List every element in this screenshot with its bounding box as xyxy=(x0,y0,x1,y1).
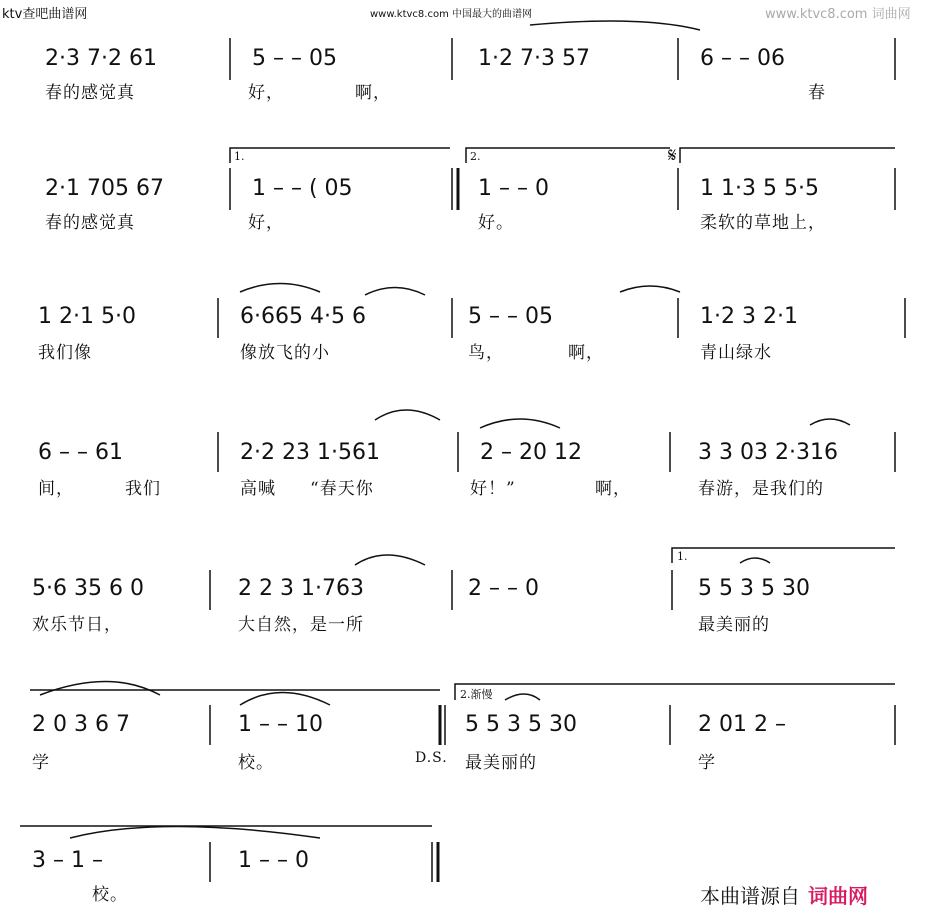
volta-2: 2. xyxy=(470,150,481,163)
row6-lyric1: 学 xyxy=(32,753,50,773)
row4-measure3: 2 – 20 12 xyxy=(480,440,582,465)
row2-lyric3: 好。 xyxy=(478,213,514,233)
row6-measure4: 2 01 2 – xyxy=(698,712,786,737)
row5-lyric2: 大自然，是一所 xyxy=(238,615,364,635)
row3-measure1: 1 2·1 5·0 xyxy=(38,304,136,329)
row6-lyric3: 最美丽的 xyxy=(465,753,537,773)
row1-lyric2: 好， xyxy=(248,83,284,103)
footer-source: 本曲谱源自 xyxy=(700,884,800,908)
footer xyxy=(700,880,868,909)
row4-lyric5: 好！” xyxy=(470,479,516,499)
row3-lyric4: 啊， xyxy=(568,343,604,363)
row2-measure4: 1 1·3 5 5·5 xyxy=(700,176,819,201)
row1-lyric4: 春 xyxy=(808,83,826,103)
header-right-logo: www.ktvc8.com 词曲网 xyxy=(765,7,911,22)
row2-measure3: 1 – – 0 xyxy=(478,176,549,201)
row5-volta-1: 1. xyxy=(677,550,688,563)
row4-lyric4: “春天你 xyxy=(310,479,374,499)
row4-lyric1: 间， xyxy=(38,479,74,499)
row3-lyric1: 我们像 xyxy=(38,343,92,363)
row4-measure1: 6 – – 61 xyxy=(38,440,123,465)
row4-lyric6: 啊， xyxy=(595,479,631,499)
row6-lyric2: 校。 xyxy=(238,753,274,773)
row7-measure1: 3 – 1 – xyxy=(32,848,103,873)
row2-measure1: 2·1 705 67 xyxy=(45,176,164,201)
header-center-url: www.ktvc8.com 中国最大的曲谱网 xyxy=(370,9,533,20)
footer-brand-link[interactable]: 词曲网 xyxy=(808,884,868,908)
row1-measure3: 1·2 7·3 57 xyxy=(478,46,590,71)
row3-measure4: 1·2 3 2·1 xyxy=(700,304,798,329)
row5-lyric1: 欢乐节日， xyxy=(32,615,122,635)
row2-lyric4: 柔软的草地上， xyxy=(700,213,826,233)
row2-lyric1: 春的感觉真 xyxy=(45,213,135,233)
row6-measure2: 1 – – 10 xyxy=(238,712,323,737)
row4-lyric3: 高喊 xyxy=(240,479,276,499)
row3-lyric2: 像放飞的小 xyxy=(240,343,330,363)
row5-measure1: 5·6 35 6 0 xyxy=(32,576,144,601)
row5-measure4: 5 5 3 5 30 xyxy=(698,576,810,601)
row5-measure3: 2 – – 0 xyxy=(468,576,539,601)
row3-measure3: 5 – – 05 xyxy=(468,304,553,329)
row6-measure3: 5 5 3 5 30 xyxy=(465,712,577,737)
row6-measure1: 2 0 3 6 7 xyxy=(32,712,130,737)
row6-ds-mark: D.S. xyxy=(415,750,448,766)
row3-measure2: 6·665 4·5 6 xyxy=(240,304,366,329)
row1-measure1: 2·3 7·2 61 xyxy=(45,46,157,71)
row4-measure4: 3 3 03 2·316 xyxy=(698,440,838,465)
row4-measure2: 2·2 23 1·561 xyxy=(240,440,380,465)
row2-lyric2: 好， xyxy=(248,213,284,233)
row3-lyric3: 鸟， xyxy=(468,343,504,363)
row1-lyric3: 啊， xyxy=(355,83,391,103)
row4-lyric7: 春游，是我们的 xyxy=(698,479,824,499)
row1-measure4: 6 – – 06 xyxy=(700,46,785,71)
row6-lyric4: 学 xyxy=(698,753,716,773)
row5-lyric3: 最美丽的 xyxy=(698,615,770,635)
volta-1: 1. xyxy=(234,150,245,163)
row2-measure2: 1 – – ( 05 xyxy=(252,176,353,201)
segno-icon: 𝄋 xyxy=(668,143,677,167)
row5-measure2: 2 2 3 1·763 xyxy=(238,576,364,601)
row4-lyric2: 我们 xyxy=(125,479,161,499)
row7-lyric1: 校。 xyxy=(92,885,128,905)
header-left-logo: ktv查吧曲谱网 xyxy=(2,7,88,22)
volta-2-fade: 2.渐慢 xyxy=(460,688,493,701)
row1-measure2: 5 – – 05 xyxy=(252,46,337,71)
row7-measure2: 1 – – 0 xyxy=(238,848,309,873)
row1-lyric1: 春的感觉真 xyxy=(45,83,135,103)
row3-lyric5: 青山绿水 xyxy=(700,343,772,363)
